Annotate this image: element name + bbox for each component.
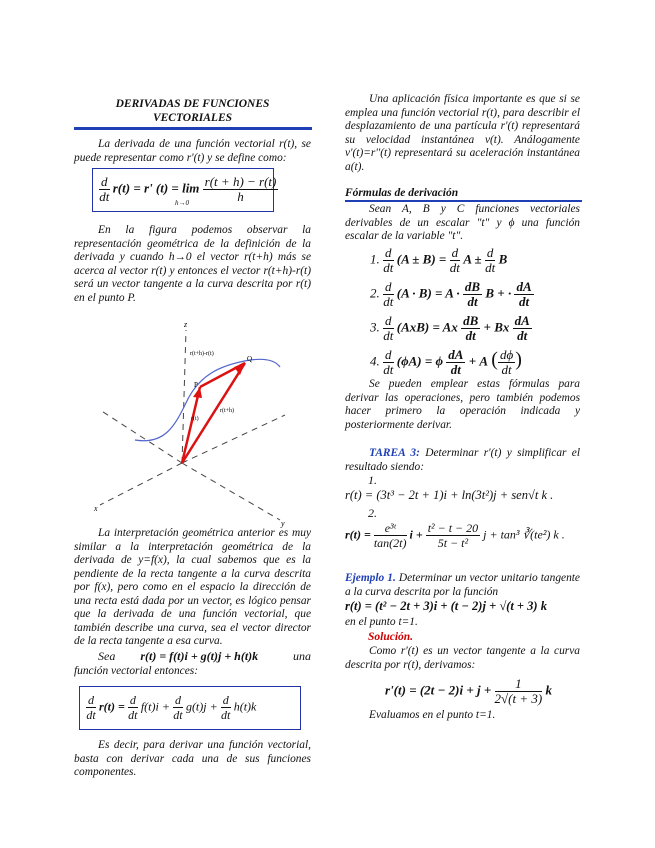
sea-line2: función vectorial entonces:	[74, 665, 198, 677]
formula-2: 2. $\frac{d}{dt}$ (A · B) = A · $\frac{dB}{dt}$ B + · $\frac{dA}{dt}$	[370, 279, 532, 309]
figure-paragraph: En la figura podemos observar la representación geométrica de la definición de la derivada y cuando h→0 el vector r(t+h) más se acerca al vector r(t) y entonces el vector r(t+h)-r(t) será un vector tangente a la curva descrita por r(t) en el punto P.	[74, 224, 311, 304]
page-title-line1: DERIVADAS DE FUNCIONES	[115, 98, 270, 110]
z-axis	[182, 330, 186, 463]
example-equation: r(t) = (t² − 2t + 3)i + (t − 2)j + √(t + 3) k	[345, 599, 547, 613]
formulas-heading: Fórmulas de derivación	[345, 187, 459, 199]
components-equation: $\frac{d}{dt}$ r(t) = $\frac{d}{dt}$ f(t)i + $\frac{d}{dt}$ g(t)j + $\frac{d}{dt}$ h(t)k	[86, 693, 257, 722]
solution-label: Solución.	[368, 631, 414, 643]
definition-box	[92, 168, 277, 212]
definition-equation: $\frac{d}{dt}$ r(t) = r' (t) = lim $\frac{r(t + h) - r(t)}{h}$ h→0	[99, 174, 277, 207]
application-paragraph: Una aplicación física importante es que si se emplea una función vectorial r(t), para describir el desplazamiento de una partícula r'(t) representará su velocidad instantánea v(t). Análogamente v'(t)=r''(t) representará su aceleración instantánea a(t).	[345, 93, 580, 173]
label-y: y	[281, 519, 285, 528]
interpretation-paragraph: La interpretación geométrica anterior es muy similar a la interpretación geométrica de la derivada de y=f(x), la cual sabemos que es la pendiente de la recta tangente a la curva descrita por f(x), pero como en el espacio la dirección de una recta está dada por un vector, es lógico pensar que la derivada de una función vectorial, que también describe una curva, sea el vector director de la recta tangente a esa curva.	[74, 527, 311, 647]
example-paragraph: Ejemplo 1. Determinar un vector unitario tangente a la curva descrita por la función	[345, 572, 580, 598]
label-Q: Q	[247, 355, 253, 363]
tarea-item-1-eq: r(t) = (3t³ − 2t + 1)i + ln(3t²)j + sen√t k .	[345, 488, 554, 502]
tarea-paragraph: TAREA 3: Determinar r'(t) y simplificar el resultado siendo:	[345, 447, 580, 473]
vector-figure	[80, 315, 310, 530]
example-tail: en el punto t=1.	[345, 616, 418, 628]
x-axis	[100, 463, 182, 505]
intro-paragraph: La derivada de una función vectorial r(t), se puede representar como r'(t) y se define como:	[74, 138, 311, 164]
label-z: z	[184, 320, 188, 329]
formula-1: 1. $\frac{d}{dt}$ (A ± B) = $\frac{d}{dt}$ A ± $\frac{d}{dt}$ B	[370, 245, 508, 275]
formula-4: 4. $\frac{d}{dt}$ (ϕA) = ϕ $\frac{dA}{dt}$ + A ( $\frac{d\phi}{dt}$ )	[370, 347, 522, 377]
label-rth: r(t+h)	[220, 408, 235, 414]
formulas-intro: Sean A, B y C funciones vectoriales derivables de un escalar "t" y ϕ una función escalar de la variable "t".	[345, 203, 580, 242]
derivative-equation: r'(t) = (2t − 2)i + j + $\frac{1}{2√(t + 3)}$ k	[385, 676, 552, 706]
tarea-item-1-num: 1.	[368, 473, 377, 487]
formula-3: 3. $\frac{d}{dt}$ (AxB) = Ax $\frac{dB}{dt}$ + Bx $\frac{dA}{dt}$	[370, 313, 530, 343]
usage-paragraph: Se pueden emplear estas fórmulas para derivar las operaciones, pero también podemos hacer primero la operación indicada y posteriormente derivar.	[345, 378, 580, 431]
solution-paragraph: Como r'(t) es un vector tangente a la curva descrita por r(t), derivamos:	[345, 645, 580, 671]
page-title-line2: VECTORIALES	[152, 112, 233, 124]
axis-guide	[100, 410, 182, 463]
sea-line: Sea r(t) = f(t)i + g(t)j + h(t)k una	[98, 649, 311, 663]
formulas-rule	[345, 200, 582, 202]
curve	[135, 359, 280, 441]
label-rt: r(t)	[191, 416, 199, 422]
tarea-item-2-num: 2.	[368, 506, 377, 520]
tarea-item-2-eq: r(t) = $\frac{\text{e³ᵗ}}{\tan(2t)}$ i + $\frac{\text{t² − t − 20}}{\text{5t − t²}}$ j + tan³ ∛(te²) k .	[345, 521, 565, 550]
title-rule	[74, 127, 312, 130]
evaluate-line: Evaluamos en el punto t=1.	[369, 709, 496, 721]
components-box	[79, 686, 301, 730]
vector-rt	[182, 387, 200, 463]
final-paragraph: Es decir, para derivar una función vectorial, basta con derivar cada una de sus funciones componentes.	[74, 739, 311, 778]
label-x: x	[94, 504, 98, 513]
y-axis	[182, 463, 280, 520]
label-P: P	[194, 381, 198, 389]
label-diff: r(t+h)-r(t)	[190, 351, 214, 357]
